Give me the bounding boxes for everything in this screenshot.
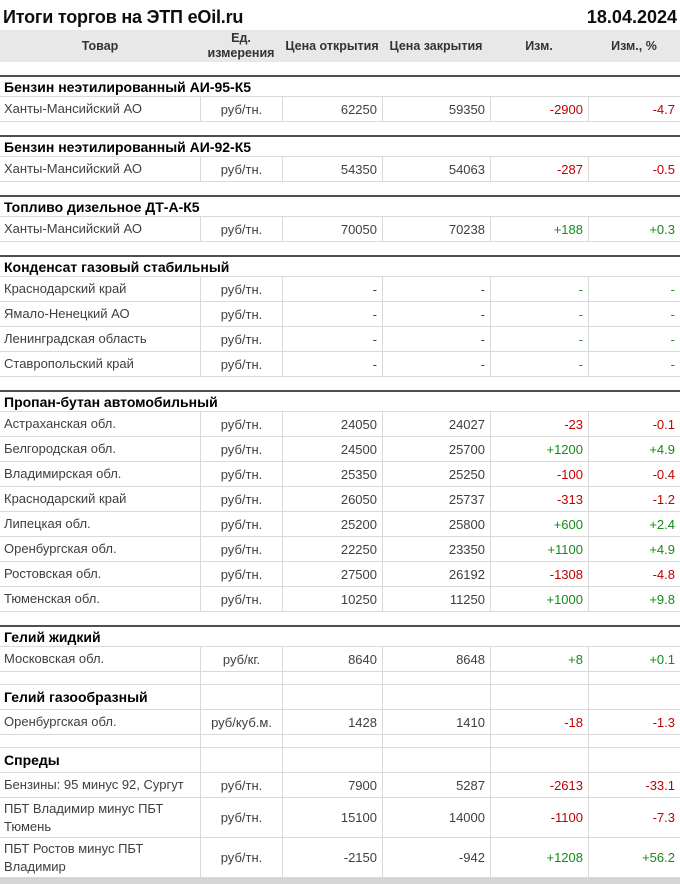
page-title: Итоги торгов на ЭТП eOil.ru <box>3 7 244 27</box>
cell-region-name: Ханты-Мансийский АО <box>4 161 142 177</box>
spacer-cell <box>382 735 490 747</box>
column-header-product: Товар <box>81 38 119 53</box>
section-title: Топливо дизельное ДТ-А-К5 <box>0 195 680 217</box>
cell-change-pct: - <box>588 327 680 351</box>
table-body <box>0 62 680 878</box>
section <box>0 62 680 122</box>
cell-change: -2613 <box>490 773 588 797</box>
cell-close-price: - <box>382 302 490 326</box>
section-spacer <box>0 672 680 685</box>
spacer-cell <box>0 672 200 684</box>
section-title-empty-cell <box>200 685 282 709</box>
cell-region-name: Бензины: 95 минус 92, Сургут <box>4 777 184 793</box>
section-spacer <box>0 122 680 135</box>
cell-close-price: 24027 <box>382 412 490 436</box>
cell-change: - <box>490 327 588 351</box>
section-title-empty-cell <box>382 748 490 772</box>
cell-open-price: 24500 <box>282 437 382 461</box>
cell-change-pct: +4.9 <box>588 437 680 461</box>
cell-close-price: 25700 <box>382 437 490 461</box>
column-header-change-pct: Изм., % <box>611 38 657 53</box>
table-row <box>0 327 680 352</box>
cell-close-price: 11250 <box>382 587 490 611</box>
cell-region-name: Липецкая обл. <box>4 516 91 532</box>
cell-change-pct: -1.2 <box>588 487 680 511</box>
cell-change-pct: +0.3 <box>588 217 680 241</box>
spacer-cell <box>588 735 680 747</box>
table-row <box>0 798 680 838</box>
cell-change: -18 <box>490 710 588 734</box>
spacer-cell <box>588 672 680 684</box>
cell-close-price: - <box>382 352 490 376</box>
cell-unit: руб/тн. <box>200 352 282 376</box>
cell-region-name: Тюменская обл. <box>4 591 100 607</box>
section-title-empty-cell <box>382 685 490 709</box>
cell-open-price: 27500 <box>282 562 382 586</box>
section <box>0 672 680 735</box>
column-header-close-price: Цена закрытия <box>389 38 483 53</box>
cell-change-pct: - <box>588 352 680 376</box>
table-row <box>0 302 680 327</box>
column-header-open-price: Цена открытия <box>285 38 379 53</box>
cell-unit: руб/тн. <box>200 412 282 436</box>
spacer-cell <box>200 735 282 747</box>
cell-change-pct: -0.1 <box>588 412 680 436</box>
cell-unit: руб/тн. <box>200 773 282 797</box>
section-title-empty-cell <box>200 748 282 772</box>
cell-close-price: 8648 <box>382 647 490 671</box>
cell-unit: руб/тн. <box>200 562 282 586</box>
cell-unit: руб/тн. <box>200 512 282 536</box>
cell-open-price: 25350 <box>282 462 382 486</box>
table-column-header <box>0 30 680 62</box>
cell-close-price: 25250 <box>382 462 490 486</box>
cell-unit: руб/кг. <box>200 647 282 671</box>
cell-unit: руб/тн. <box>200 437 282 461</box>
cell-unit: руб/тн. <box>200 277 282 301</box>
cell-close-price: - <box>382 327 490 351</box>
section-title: Бензин неэтилированный АИ-95-К5 <box>0 75 680 97</box>
section-spacer <box>0 182 680 195</box>
cell-change: +1200 <box>490 437 588 461</box>
cell-change: -2900 <box>490 97 588 121</box>
cell-change-pct: +56.2 <box>588 838 680 877</box>
cell-close-price: 14000 <box>382 798 490 837</box>
report-date: 18.04.2024 <box>586 7 677 27</box>
cell-unit: руб/тн. <box>200 537 282 561</box>
cell-change-pct: +0.1 <box>588 647 680 671</box>
table-row <box>0 710 680 735</box>
table-row <box>0 277 680 302</box>
cell-change-pct: +9.8 <box>588 587 680 611</box>
cell-close-price: 70238 <box>382 217 490 241</box>
cell-open-price: 22250 <box>282 537 382 561</box>
cell-unit: руб/тн. <box>200 302 282 326</box>
cell-change: - <box>490 277 588 301</box>
cell-open-price: 25200 <box>282 512 382 536</box>
table-row <box>0 217 680 242</box>
cell-change-pct: -4.8 <box>588 562 680 586</box>
spacer-cell <box>490 735 588 747</box>
section-title-empty-cell <box>490 685 588 709</box>
cell-region-name: ПБТ Владимир минус ПБТ Тюмень <box>4 801 164 834</box>
cell-unit: руб/куб.м. <box>200 710 282 734</box>
cell-change: -100 <box>490 462 588 486</box>
table-row <box>0 412 680 437</box>
cell-region-name: Владимирская обл. <box>4 466 122 482</box>
cell-open-price: 15100 <box>282 798 382 837</box>
table-row <box>0 437 680 462</box>
cell-region-name: Ленинградская область <box>4 331 147 347</box>
section-spacer <box>0 735 680 748</box>
cell-change-pct: -0.4 <box>588 462 680 486</box>
section <box>0 182 680 242</box>
table-row <box>0 352 680 377</box>
cell-change: -313 <box>490 487 588 511</box>
cell-change: -1308 <box>490 562 588 586</box>
spacer-cell <box>382 672 490 684</box>
cell-open-price: - <box>282 277 382 301</box>
section <box>0 242 680 377</box>
cell-region-name: Ростовская обл. <box>4 566 102 582</box>
cell-unit: руб/тн. <box>200 487 282 511</box>
footer-strip <box>0 878 680 884</box>
cell-change-pct: -4.7 <box>588 97 680 121</box>
cell-open-price: 70050 <box>282 217 382 241</box>
cell-close-price: 25737 <box>382 487 490 511</box>
cell-change: - <box>490 352 588 376</box>
cell-close-price: 59350 <box>382 97 490 121</box>
section-title-empty-cell <box>588 748 680 772</box>
section-spacer <box>0 242 680 255</box>
cell-change: +1100 <box>490 537 588 561</box>
section-title-empty-cell <box>282 748 382 772</box>
cell-region-name: Московская обл. <box>4 651 105 667</box>
cell-close-price: 25800 <box>382 512 490 536</box>
table-row <box>0 512 680 537</box>
table-row <box>0 587 680 612</box>
cell-change: -23 <box>490 412 588 436</box>
section-title-row <box>0 748 680 773</box>
section-spacer <box>0 612 680 625</box>
section <box>0 122 680 182</box>
table-row <box>0 157 680 182</box>
column-header-unit: Ед. измерения <box>207 31 275 60</box>
cell-region-name: Оренбургская обл. <box>4 714 117 730</box>
cell-region-name: Белгородская обл. <box>4 441 117 457</box>
column-header-change: Изм. <box>525 38 553 53</box>
cell-change-pct: -0.5 <box>588 157 680 181</box>
cell-change-pct: -1.3 <box>588 710 680 734</box>
section-title: Гелий газообразный <box>4 689 148 705</box>
cell-unit: руб/тн. <box>200 97 282 121</box>
cell-unit: руб/тн. <box>200 462 282 486</box>
section-title: Гелий жидкий <box>0 625 680 647</box>
table-row <box>0 647 680 672</box>
section <box>0 735 680 878</box>
table-row <box>0 562 680 587</box>
section-title: Конденсат газовый стабильный <box>0 255 680 277</box>
section <box>0 612 680 672</box>
cell-change: +600 <box>490 512 588 536</box>
cell-change-pct: - <box>588 302 680 326</box>
cell-open-price: 62250 <box>282 97 382 121</box>
cell-unit: руб/тн. <box>200 838 282 877</box>
cell-open-price: 24050 <box>282 412 382 436</box>
cell-open-price: -2150 <box>282 838 382 877</box>
table-row <box>0 537 680 562</box>
cell-open-price: 10250 <box>282 587 382 611</box>
cell-change-pct: -7.3 <box>588 798 680 837</box>
section-title: Бензин неэтилированный АИ-92-К5 <box>0 135 680 157</box>
cell-close-price: 23350 <box>382 537 490 561</box>
cell-open-price: 8640 <box>282 647 382 671</box>
section-title-empty-cell <box>282 685 382 709</box>
spacer-cell <box>200 672 282 684</box>
section-title-row <box>0 685 680 710</box>
cell-close-price: 1410 <box>382 710 490 734</box>
section-spacer <box>0 62 680 75</box>
section-title: Спреды <box>4 752 60 768</box>
cell-region-name: Ханты-Мансийский АО <box>4 221 142 237</box>
cell-region-name: Ставропольский край <box>4 356 134 372</box>
cell-region-name: Краснодарский край <box>4 491 127 507</box>
section-title-empty-cell <box>490 748 588 772</box>
cell-open-price: 54350 <box>282 157 382 181</box>
cell-region-name: Краснодарский край <box>4 281 127 297</box>
cell-open-price: - <box>282 302 382 326</box>
cell-change-pct: - <box>588 277 680 301</box>
spacer-cell <box>490 672 588 684</box>
cell-unit: руб/тн. <box>200 798 282 837</box>
cell-unit: руб/тн. <box>200 217 282 241</box>
cell-region-name: Астраханская обл. <box>4 416 116 432</box>
cell-change: -1100 <box>490 798 588 837</box>
cell-region-name: Оренбургская обл. <box>4 541 117 557</box>
cell-change: +1208 <box>490 838 588 877</box>
cell-unit: руб/тн. <box>200 157 282 181</box>
cell-change: +188 <box>490 217 588 241</box>
spacer-cell <box>0 735 200 747</box>
cell-change: +8 <box>490 647 588 671</box>
cell-open-price: 26050 <box>282 487 382 511</box>
table-row <box>0 487 680 512</box>
cell-close-price: 54063 <box>382 157 490 181</box>
cell-region-name: Ханты-Мансийский АО <box>4 101 142 117</box>
table-row <box>0 97 680 122</box>
section-title-empty-cell <box>588 685 680 709</box>
spacer-cell <box>282 735 382 747</box>
section-spacer <box>0 377 680 390</box>
table-row <box>0 838 680 878</box>
cell-unit: руб/тн. <box>200 587 282 611</box>
titlebar <box>0 0 680 28</box>
cell-change: -287 <box>490 157 588 181</box>
table-row <box>0 462 680 487</box>
section-title: Пропан-бутан автомобильный <box>0 390 680 412</box>
cell-change: - <box>490 302 588 326</box>
section <box>0 377 680 612</box>
cell-region-name: Ямало-Ненецкий АО <box>4 306 130 322</box>
cell-change-pct: -33.1 <box>588 773 680 797</box>
cell-region-name: ПБТ Ростов минус ПБТ Владимир <box>4 841 144 874</box>
cell-open-price: 1428 <box>282 710 382 734</box>
cell-close-price: -942 <box>382 838 490 877</box>
spacer-cell <box>282 672 382 684</box>
cell-unit: руб/тн. <box>200 327 282 351</box>
cell-change-pct: +2.4 <box>588 512 680 536</box>
table-row <box>0 773 680 798</box>
cell-close-price: 5287 <box>382 773 490 797</box>
cell-open-price: 7900 <box>282 773 382 797</box>
cell-change-pct: +4.9 <box>588 537 680 561</box>
cell-open-price: - <box>282 327 382 351</box>
cell-close-price: 26192 <box>382 562 490 586</box>
cell-close-price: - <box>382 277 490 301</box>
cell-change: +1000 <box>490 587 588 611</box>
cell-open-price: - <box>282 352 382 376</box>
